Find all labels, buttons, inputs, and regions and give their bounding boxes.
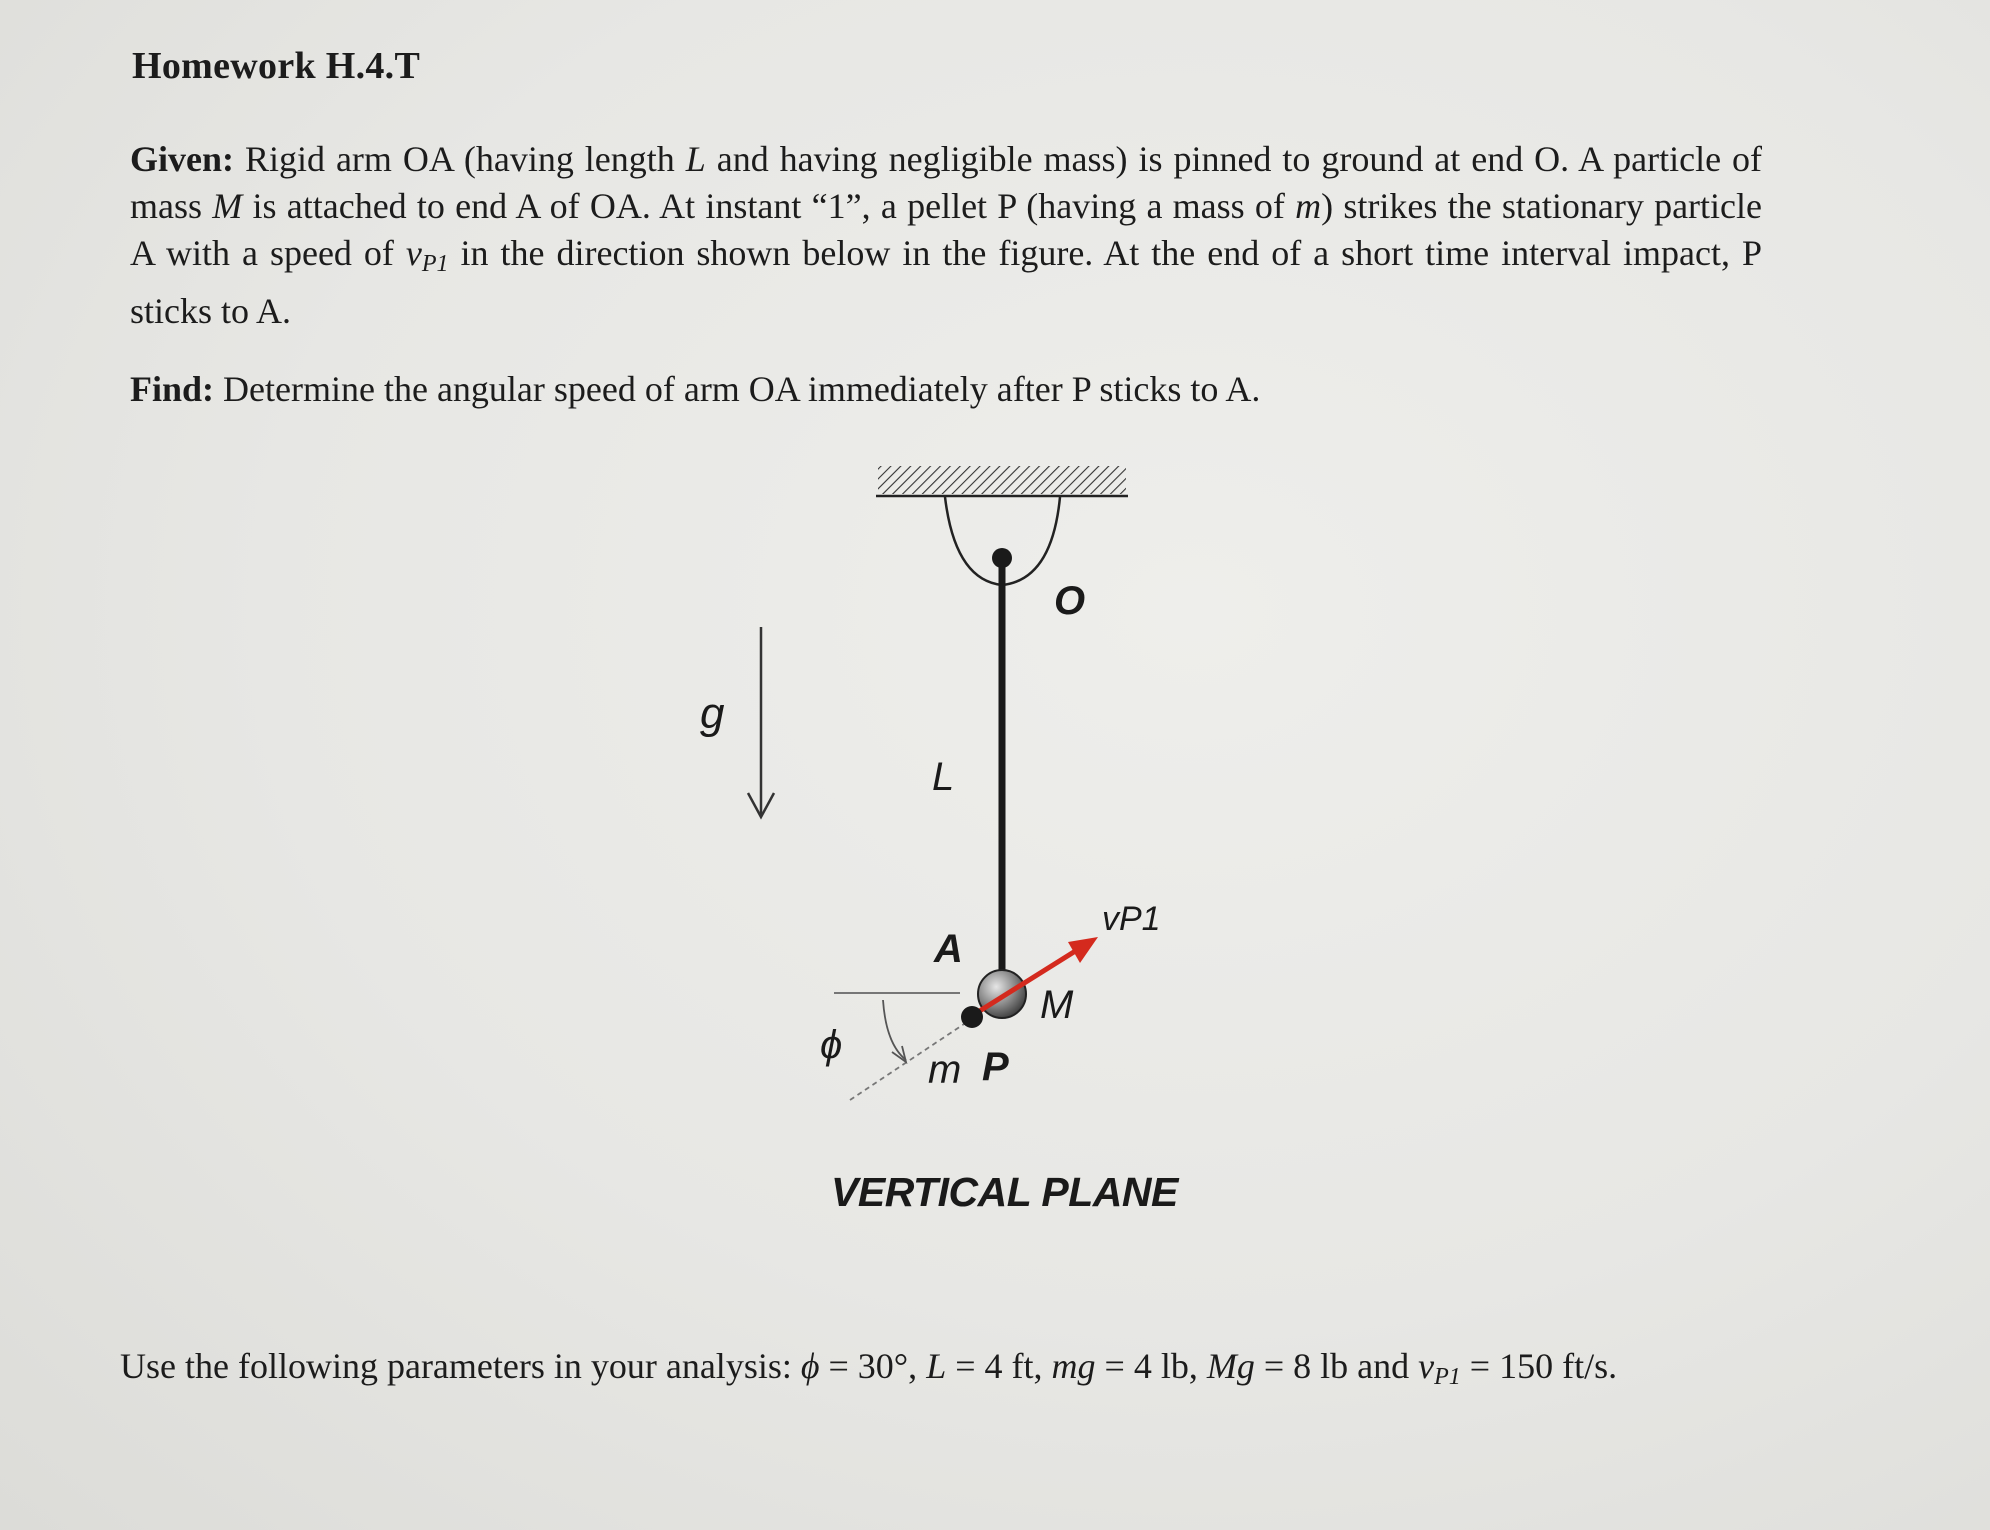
given-var-v-sub: P1 [421, 251, 449, 277]
label-m: m [928, 1048, 962, 1092]
label-P: P [982, 1045, 1009, 1089]
label-O: O [1054, 579, 1086, 623]
given-label: Given: [130, 139, 234, 179]
given-var-M: M [212, 186, 243, 226]
params-text-6: = 150 ft/s. [1460, 1346, 1618, 1386]
params-text-2: = 30°, [819, 1346, 927, 1386]
label-M: M [1040, 983, 1074, 1027]
pin-O [992, 548, 1012, 568]
label-A: A [934, 927, 963, 971]
find-text: Determine the angular speed of arm OA immediately after P sticks to A. [223, 369, 1261, 409]
given-text-2: and having negligible mass) is pinned to ground at end O. A particle of mass [130, 139, 1762, 226]
params-text-3: = 4 ft, [946, 1346, 1052, 1386]
params-mg: mg [1051, 1346, 1096, 1386]
params-text-1: Use the following parameters in your analysis: [120, 1346, 801, 1386]
given-text-5: in the direction shown below in the figure. At the end of a short time interval impact, P sticks to A. [130, 233, 1763, 331]
label-phi: ϕ [820, 1023, 843, 1067]
given-text-4: ) strikes the stationary particle A with a speed of [130, 186, 1762, 273]
parameters-paragraph [120, 1343, 1765, 1401]
params-L: L [926, 1346, 947, 1386]
params-text-4: = 4 lb, [1095, 1346, 1207, 1386]
params-phi: ϕ [800, 1346, 820, 1386]
homework-title: Homework H.4.T [132, 45, 421, 87]
figure-caption: VERTICAL PLANE [831, 1169, 1178, 1215]
given-text-3: is attached to end A of OA. At instant “1”, a pellet P (having a mass of [242, 186, 1296, 226]
particle-M [978, 970, 1026, 1018]
params-Mg: Mg [1206, 1346, 1255, 1386]
params-v-sub: P1 [1434, 1364, 1461, 1390]
find-label: Find: [130, 369, 215, 409]
params-text-5: = 8 lb and [1254, 1346, 1419, 1386]
given-var-v: v [405, 233, 422, 273]
ground-hatch [878, 466, 1126, 494]
given-var-m: m [1295, 186, 1322, 226]
pellet-P [961, 1006, 983, 1028]
given-text-1: Rigid arm OA (having length [244, 139, 686, 179]
given-var-L: L [685, 139, 706, 179]
label-L: L [932, 755, 955, 799]
params-v: v [1418, 1346, 1435, 1386]
label-vP1: vP1 [1102, 900, 1161, 938]
label-g: g [700, 689, 725, 738]
